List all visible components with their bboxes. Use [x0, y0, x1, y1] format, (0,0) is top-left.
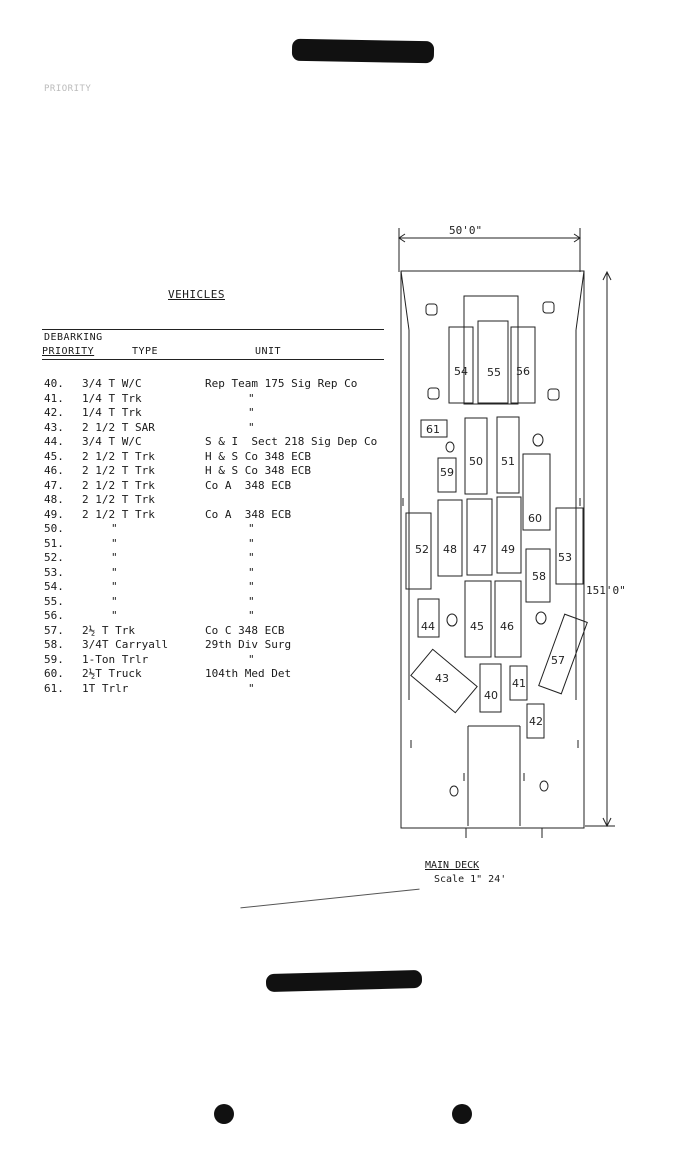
vehicle-47 — [467, 499, 492, 575]
label-46: 46 — [500, 620, 514, 633]
label-43: 43 — [435, 672, 449, 685]
label-44: 44 — [421, 620, 435, 633]
vehicle-55 — [478, 321, 508, 403]
label-51: 51 — [501, 455, 515, 468]
header-unit: UNIT — [255, 346, 282, 357]
label-42: 42 — [529, 715, 543, 728]
main-deck-caption: MAIN DECK — [425, 860, 480, 871]
label-57: 57 — [551, 654, 565, 667]
length-label: 151'0" — [586, 584, 626, 597]
label-61: 61 — [426, 423, 440, 436]
header-debarking: DEBARKING — [44, 332, 103, 343]
hatch-top — [464, 296, 518, 404]
label-41: 41 — [512, 677, 526, 690]
label-49: 49 — [501, 543, 515, 556]
vehicles-title: VEHICLES — [168, 288, 225, 301]
vehicle-40 — [480, 664, 501, 712]
vehicle-46 — [495, 581, 521, 657]
label-50: 50 — [469, 455, 483, 468]
vehicle-table-body: 40. 3/4 T W/C Rep Team 175 Sig Rep Co 41. 1/4 T Trk " 42. 1/4 T Trk " 43. 2 1/2 T SAR " 44. 3/4 T W/C S & I Sect 218 Sig Dep Co 45. 2 1/2 T Trk H & S Co 348 ECB 46. 2 1/2 T Trk H & S Co 348 ECB 47. 2 1/2 T Trk Co A 348 ECB 48. 2 1/2 T Trk 49. 2 1/2 T Trk Co A 348 ECB 50. " " 51. " " 52. " " 53. " " 54. " " 55. " " 56. " " 57. 2½ T Trk Co C 348 ECB 58. 3/4T Carryall 29th Div Surg 59. 1-Ton Trlr " 60. 2½T Truck 104th Med Det 61. 1T Trlr " — [44, 377, 378, 695]
label-55: 55 — [487, 366, 501, 379]
vehicle-48 — [438, 500, 462, 576]
label-48: 48 — [443, 543, 457, 556]
label-53: 53 — [558, 551, 572, 564]
label-47: 47 — [473, 543, 487, 556]
vehicle-53 — [556, 508, 583, 584]
width-label: 50'0" — [449, 224, 483, 237]
label-58: 58 — [532, 570, 546, 583]
header-priority: PRIORITY — [42, 346, 95, 357]
vehicle-rects — [406, 321, 587, 738]
vehicle-45 — [465, 581, 491, 657]
header-type: TYPE — [132, 346, 159, 357]
label-59: 59 — [440, 466, 454, 479]
label-60: 60 — [528, 512, 542, 525]
label-45: 45 — [470, 620, 484, 633]
label-52: 52 — [415, 543, 429, 556]
label-40: 40 — [484, 689, 498, 702]
scale-caption: Scale 1" 24' — [434, 874, 507, 885]
priority-marking: PRIORITY — [44, 84, 92, 94]
label-54: 54 — [454, 365, 468, 378]
label-56: 56 — [516, 365, 530, 378]
vehicle-49 — [497, 497, 521, 573]
